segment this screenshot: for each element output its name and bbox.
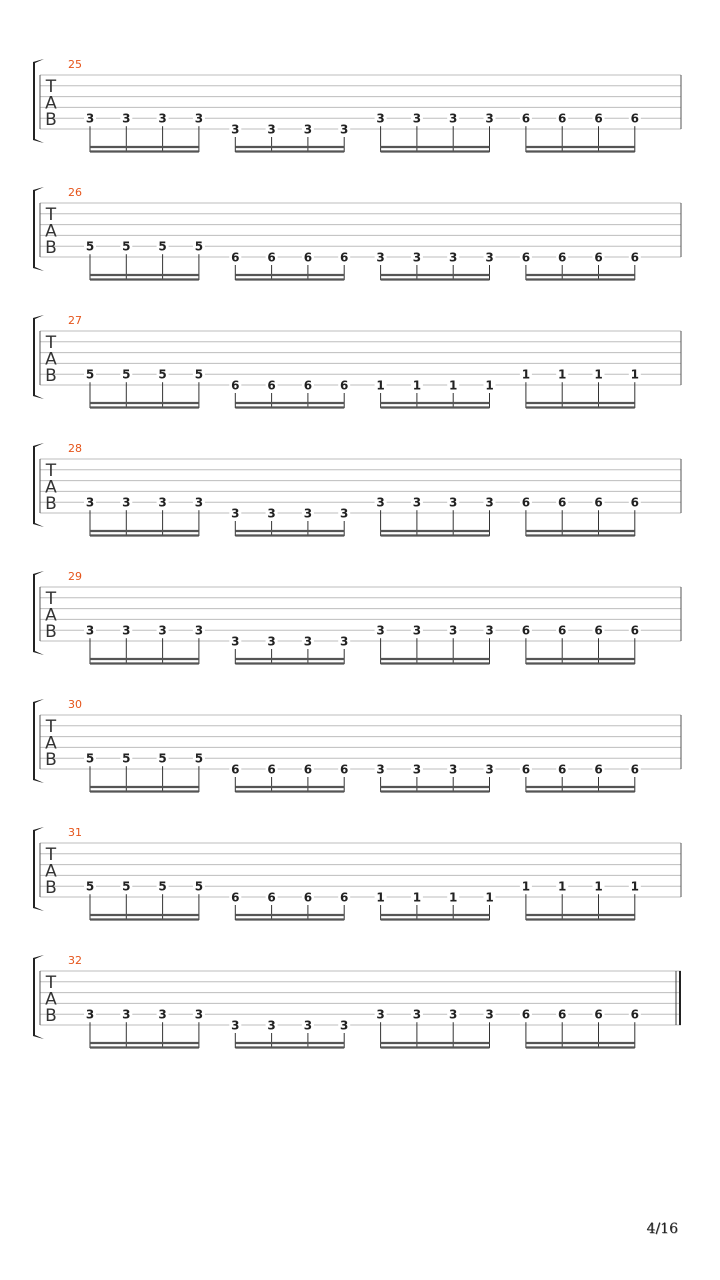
fret-number: 5 bbox=[194, 879, 204, 894]
tab-clef-letter: A bbox=[45, 349, 57, 370]
fret-number: 1 bbox=[485, 378, 494, 393]
staff-svg bbox=[0, 194, 720, 294]
fret-number: 3 bbox=[267, 1018, 276, 1033]
tab-clef-letter: T bbox=[45, 717, 57, 737]
tab-clef-letter: T bbox=[45, 77, 57, 97]
staff-svg bbox=[0, 578, 720, 678]
fret-number: 6 bbox=[231, 762, 240, 777]
fret-number: 3 bbox=[85, 111, 95, 126]
fret-number: 3 bbox=[267, 634, 276, 649]
fret-number: 6 bbox=[630, 623, 639, 638]
fret-number: 1 bbox=[558, 879, 567, 894]
tab-clef-letter: B bbox=[45, 750, 57, 770]
staff-svg bbox=[0, 322, 720, 422]
fret-number: 3 bbox=[376, 111, 385, 126]
fret-number: 3 bbox=[376, 762, 385, 777]
fret-number: 6 bbox=[231, 378, 240, 393]
tab-clef-letter: B bbox=[45, 494, 57, 514]
fret-number: 3 bbox=[449, 623, 458, 638]
fret-number: 6 bbox=[630, 111, 639, 126]
measure-number: 29 bbox=[68, 570, 82, 583]
fret-number: 6 bbox=[303, 890, 313, 905]
tab-clef-letter: T bbox=[45, 589, 57, 609]
fret-number: 6 bbox=[340, 890, 349, 905]
fret-number: 3 bbox=[158, 1007, 167, 1022]
fret-number: 6 bbox=[558, 250, 567, 265]
fret-number: 3 bbox=[412, 250, 422, 265]
fret-number: 6 bbox=[303, 762, 313, 777]
fret-number: 5 bbox=[122, 367, 131, 382]
system-bracket bbox=[33, 955, 44, 1039]
fret-number: 3 bbox=[412, 1007, 422, 1022]
fret-number: 3 bbox=[194, 111, 204, 126]
fret-number: 1 bbox=[594, 367, 603, 382]
fret-number: 6 bbox=[231, 250, 240, 265]
fret-number: 6 bbox=[558, 495, 567, 510]
system-bracket bbox=[33, 571, 44, 655]
tab-system bbox=[0, 570, 720, 678]
fret-number: 3 bbox=[85, 495, 95, 510]
fret-number: 6 bbox=[267, 762, 276, 777]
tab-system bbox=[0, 186, 720, 294]
fret-number: 6 bbox=[558, 762, 567, 777]
fret-number: 3 bbox=[449, 495, 458, 510]
fret-number: 1 bbox=[376, 890, 385, 905]
fret-number: 3 bbox=[231, 506, 240, 521]
fret-number: 5 bbox=[85, 367, 95, 382]
fret-number: 1 bbox=[558, 367, 567, 382]
fret-number: 3 bbox=[340, 506, 349, 521]
fret-number: 6 bbox=[521, 495, 531, 510]
tab-system bbox=[0, 314, 720, 422]
fret-number: 3 bbox=[122, 495, 131, 510]
fret-number: 6 bbox=[594, 762, 603, 777]
fret-number: 5 bbox=[85, 239, 95, 254]
fret-number: 6 bbox=[303, 378, 313, 393]
fret-number: 5 bbox=[158, 879, 167, 894]
fret-number: 3 bbox=[412, 623, 422, 638]
fret-number: 3 bbox=[449, 762, 458, 777]
fret-number: 3 bbox=[485, 495, 494, 510]
fret-number: 3 bbox=[303, 1018, 313, 1033]
fret-number: 3 bbox=[158, 623, 167, 638]
fret-number: 3 bbox=[158, 495, 167, 510]
fret-number: 6 bbox=[521, 623, 531, 638]
fret-number: 5 bbox=[194, 367, 204, 382]
fret-number: 6 bbox=[521, 111, 531, 126]
fret-number: 6 bbox=[521, 1007, 531, 1022]
fret-number: 3 bbox=[412, 495, 422, 510]
system-bracket bbox=[33, 443, 44, 527]
fret-number: 3 bbox=[231, 634, 240, 649]
fret-number: 5 bbox=[158, 239, 167, 254]
staff-svg bbox=[0, 706, 720, 806]
fret-number: 3 bbox=[303, 506, 313, 521]
fret-number: 3 bbox=[303, 634, 313, 649]
fret-number: 6 bbox=[594, 623, 603, 638]
tab-system bbox=[0, 954, 720, 1062]
fret-number: 6 bbox=[630, 1007, 639, 1022]
fret-number: 5 bbox=[194, 751, 204, 766]
fret-number: 6 bbox=[231, 890, 240, 905]
fret-number: 3 bbox=[231, 122, 240, 137]
tab-clef-letter: B bbox=[45, 366, 57, 386]
fret-number: 3 bbox=[303, 122, 313, 137]
fret-number: 5 bbox=[85, 751, 95, 766]
fret-number: 3 bbox=[340, 122, 349, 137]
tab-clef-letter: T bbox=[45, 845, 57, 865]
fret-number: 1 bbox=[521, 879, 531, 894]
system-bracket bbox=[33, 315, 44, 399]
fret-number: 1 bbox=[594, 879, 603, 894]
fret-number: 6 bbox=[594, 1007, 603, 1022]
fret-number: 6 bbox=[558, 623, 567, 638]
tab-system bbox=[0, 826, 720, 934]
fret-number: 6 bbox=[558, 1007, 567, 1022]
tab-clef-letter: T bbox=[45, 205, 57, 225]
fret-number: 3 bbox=[449, 1007, 458, 1022]
tab-clef-letter: T bbox=[45, 973, 57, 993]
fret-number: 3 bbox=[194, 1007, 204, 1022]
fret-number: 5 bbox=[158, 751, 167, 766]
fret-number: 6 bbox=[594, 495, 603, 510]
fret-number: 5 bbox=[85, 879, 95, 894]
tab-clef-letter: A bbox=[45, 989, 57, 1010]
system-bracket bbox=[33, 827, 44, 911]
fret-number: 3 bbox=[485, 111, 494, 126]
staff-svg bbox=[0, 962, 720, 1062]
system-bracket bbox=[33, 59, 44, 143]
measure-number: 27 bbox=[68, 314, 82, 327]
fret-number: 3 bbox=[485, 762, 494, 777]
tab-clef-letter: B bbox=[45, 878, 57, 898]
fret-number: 3 bbox=[376, 1007, 385, 1022]
fret-number: 1 bbox=[449, 890, 458, 905]
measure-number: 31 bbox=[68, 826, 82, 839]
fret-number: 5 bbox=[194, 239, 204, 254]
fret-number: 6 bbox=[340, 250, 349, 265]
fret-number: 6 bbox=[594, 111, 603, 126]
fret-number: 6 bbox=[267, 890, 276, 905]
fret-number: 5 bbox=[122, 751, 131, 766]
fret-number: 3 bbox=[158, 111, 167, 126]
tab-clef-letter: A bbox=[45, 93, 57, 114]
fret-number: 3 bbox=[340, 634, 349, 649]
fret-number: 3 bbox=[412, 111, 422, 126]
fret-number: 3 bbox=[267, 506, 276, 521]
tab-system bbox=[0, 442, 720, 550]
tab-clef-letter: B bbox=[45, 110, 57, 130]
fret-number: 6 bbox=[521, 762, 531, 777]
fret-number: 1 bbox=[630, 367, 639, 382]
measure-number: 28 bbox=[68, 442, 82, 455]
measure-number: 25 bbox=[68, 58, 82, 71]
fret-number: 6 bbox=[630, 250, 639, 265]
tab-clef-letter: A bbox=[45, 733, 57, 754]
fret-number: 6 bbox=[303, 250, 313, 265]
tab-clef-letter: A bbox=[45, 221, 57, 242]
tab-clef-letter: A bbox=[45, 861, 57, 882]
fret-number: 6 bbox=[521, 250, 531, 265]
fret-number: 3 bbox=[122, 1007, 131, 1022]
fret-number: 3 bbox=[376, 495, 385, 510]
tab-clef-letter: B bbox=[45, 622, 57, 642]
fret-number: 6 bbox=[594, 250, 603, 265]
tab-clef-letter: T bbox=[45, 333, 57, 353]
tab-clef-letter: B bbox=[45, 238, 57, 258]
system-bracket bbox=[33, 187, 44, 271]
tab-system bbox=[0, 698, 720, 806]
measure-number: 30 bbox=[68, 698, 82, 711]
fret-number: 3 bbox=[485, 1007, 494, 1022]
fret-number: 3 bbox=[449, 250, 458, 265]
tab-system bbox=[0, 58, 720, 166]
staff-svg bbox=[0, 834, 720, 934]
measure-number: 32 bbox=[68, 954, 82, 967]
tab-clef-letter: T bbox=[45, 461, 57, 481]
fret-number: 3 bbox=[340, 1018, 349, 1033]
fret-number: 3 bbox=[122, 623, 131, 638]
fret-number: 3 bbox=[122, 111, 131, 126]
fret-number: 1 bbox=[521, 367, 531, 382]
tab-clef-letter: B bbox=[45, 1006, 57, 1026]
system-bracket bbox=[33, 699, 44, 783]
fret-number: 3 bbox=[85, 1007, 95, 1022]
fret-number: 3 bbox=[376, 250, 385, 265]
tab-clef-letter: A bbox=[45, 605, 57, 626]
fret-number: 1 bbox=[485, 890, 494, 905]
staff-svg bbox=[0, 66, 720, 166]
fret-number: 6 bbox=[267, 250, 276, 265]
fret-number: 5 bbox=[122, 879, 131, 894]
fret-number: 6 bbox=[630, 762, 639, 777]
fret-number: 6 bbox=[340, 762, 349, 777]
fret-number: 3 bbox=[485, 250, 494, 265]
fret-number: 5 bbox=[158, 367, 167, 382]
fret-number: 5 bbox=[122, 239, 131, 254]
fret-number: 3 bbox=[412, 762, 422, 777]
fret-number: 3 bbox=[267, 122, 276, 137]
fret-number: 1 bbox=[412, 378, 422, 393]
page-number: 4/16 bbox=[646, 1221, 678, 1237]
fret-number: 3 bbox=[376, 623, 385, 638]
fret-number: 3 bbox=[485, 623, 494, 638]
fret-number: 1 bbox=[412, 890, 422, 905]
fret-number: 3 bbox=[85, 623, 95, 638]
fret-number: 3 bbox=[194, 495, 204, 510]
measure-number: 26 bbox=[68, 186, 82, 199]
fret-number: 3 bbox=[449, 111, 458, 126]
tab-clef-letter: A bbox=[45, 477, 57, 498]
staff-svg bbox=[0, 450, 720, 550]
fret-number: 1 bbox=[449, 378, 458, 393]
fret-number: 1 bbox=[630, 879, 639, 894]
fret-number: 6 bbox=[340, 378, 349, 393]
fret-number: 6 bbox=[558, 111, 567, 126]
fret-number: 3 bbox=[231, 1018, 240, 1033]
fret-number: 6 bbox=[630, 495, 639, 510]
fret-number: 1 bbox=[376, 378, 385, 393]
fret-number: 6 bbox=[267, 378, 276, 393]
fret-number: 3 bbox=[194, 623, 204, 638]
